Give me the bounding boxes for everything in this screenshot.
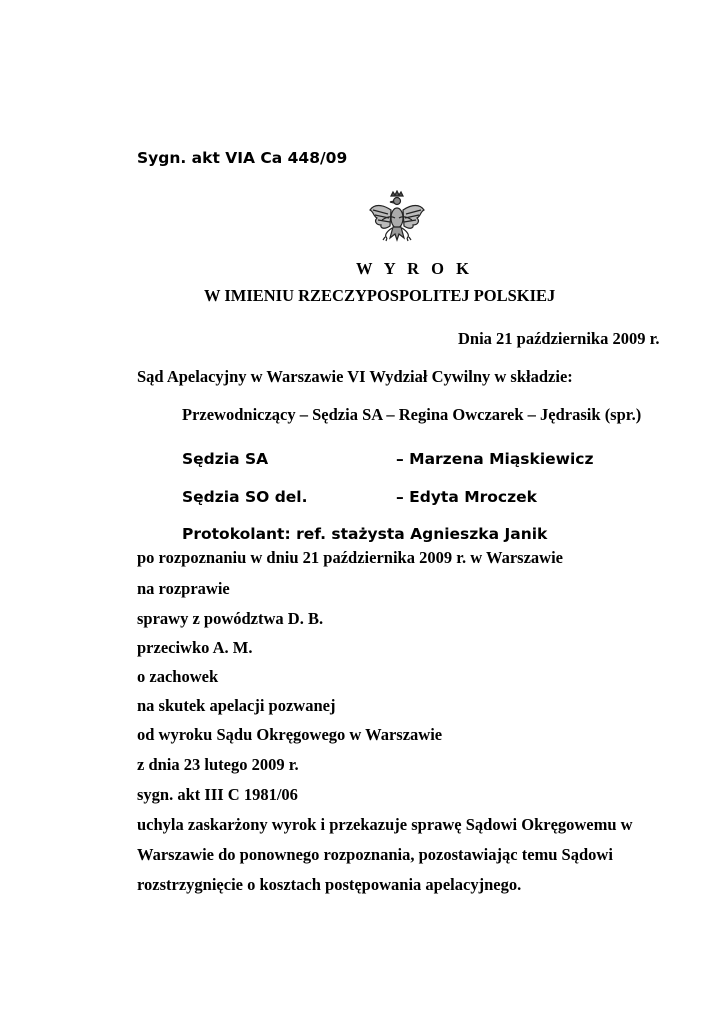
- court-composition: Sąd Apelacyjny w Warszawie VI Wydział Cywilny w składzie:: [137, 367, 573, 386]
- body-line: o zachowek: [137, 667, 219, 686]
- body-line: rozstrzygnięcie o kosztach postępowania apelacyjnego.: [137, 875, 522, 894]
- judge-2-name: – Edyta Mroczek: [396, 488, 537, 506]
- body-line: Warszawie do ponownego rozpoznania, pozostawiając temu Sądowi: [137, 845, 613, 864]
- body-line: po rozpoznaniu w dniu 21 października 2009 r. w Warszawie: [137, 548, 563, 567]
- judgment-date: Dnia 21 października 2009 r.: [458, 329, 660, 348]
- polish-eagle-icon: [368, 190, 426, 250]
- court-clerk: Protokolant: ref. stażysta Agnieszka Janik: [182, 525, 548, 543]
- body-line: na rozprawie: [137, 579, 230, 598]
- body-line: przeciwko A. M.: [137, 638, 253, 657]
- body-line: uchyla zaskarżony wyrok i przekazuje sprawę Sądowi Okręgowemu w: [137, 815, 633, 834]
- case-number: Sygn. akt VIA Ca 448/09: [137, 149, 348, 167]
- judge-2-role: Sędzia SO del.: [182, 488, 308, 506]
- body-line: sprawy z powództwa D. B.: [137, 609, 324, 628]
- body-line: od wyroku Sądu Okręgowego w Warszawie: [137, 725, 443, 744]
- presiding-judge: Przewodniczący – Sędzia SA – Regina Owczarek – Jędrasik (spr.): [182, 405, 642, 424]
- judgment-subtitle: W IMIENIU RZECZYPOSPOLITEJ POLSKIEJ: [204, 286, 556, 305]
- body-line: z dnia 23 lutego 2009 r.: [137, 755, 299, 774]
- judge-1-role: Sędzia SA: [182, 450, 269, 468]
- body-line: sygn. akt III C 1981/06: [137, 785, 298, 804]
- judge-1-name: – Marzena Miąskiewicz: [396, 450, 594, 468]
- judgment-title: W Y R O K: [356, 259, 473, 278]
- body-line: na skutek apelacji pozwanej: [137, 696, 336, 715]
